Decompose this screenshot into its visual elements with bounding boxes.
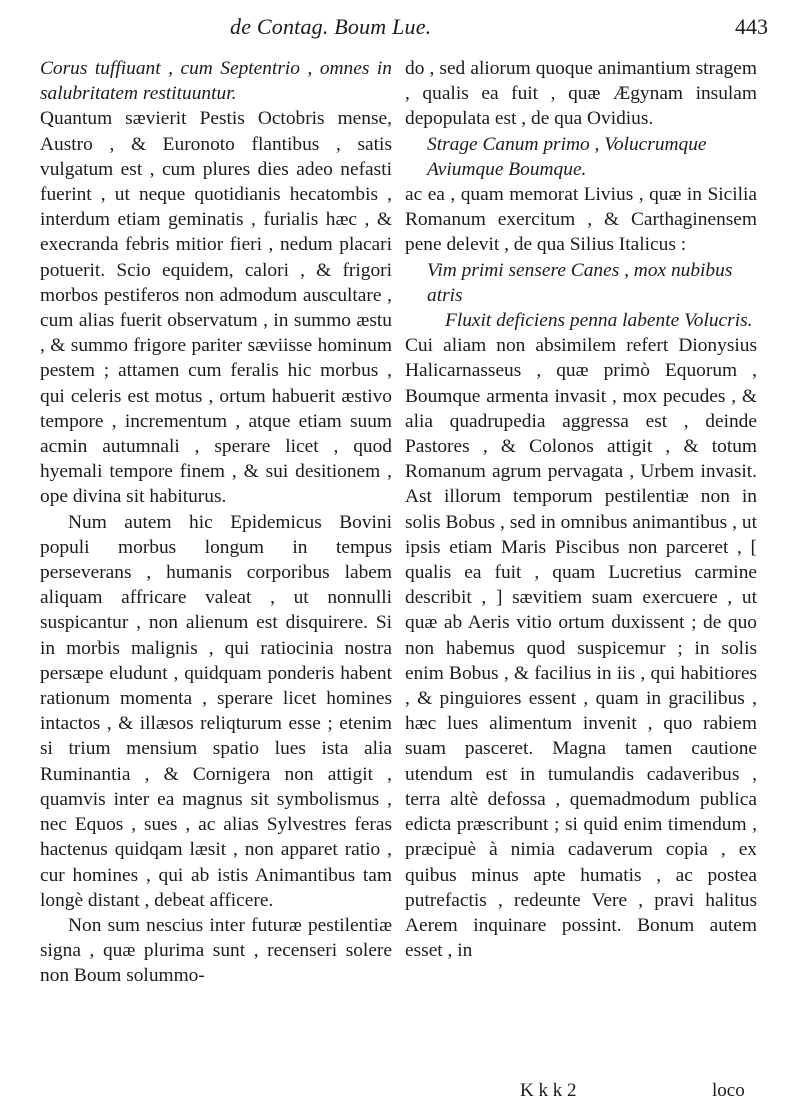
running-title: de Contag. Boum Lue. [230,14,432,39]
page-header [0,14,800,48]
paragraph: Fluxit deficiens penna labente Volucris. [445,310,753,332]
left-column [40,56,392,989]
paragraph: do , sed aliorum quoque animantium stragem , qualis ea fuit , quæ Ægynam insulam depopulata est , de qua Ovidius. [405,58,757,130]
paragraph: Corus tuffiuant , cum Septentrio , omnes in salubritatem restituuntur. [40,58,392,105]
paragraph: Strage Canum primo , Volucrumque Aviumque Boumque. [427,133,707,180]
right-column [405,56,757,963]
paragraph: Num autem hic Epidemicus Bovini populi morbus longum in tempus perseverans , humanis corporibus labem aliquam affricare valeat , ut nonnulli suspicantur , non alienum est disquirere. Si in morbis malignis , qui ratiocinia nostra persæpe eludunt , quidquam ponderis habent rationum momenta , sperare licet homines intactos , & illæsos reliqturum esse ; etenim si trium mensium spatio lues ista alia Ruminantia , & Cornigera non attigit , quamvis inter ea magnus sit symbolismus , nec Equos , sues , ac alias Sylvestres feras hactenus quidqam læsit , non apparet ratio , cur homines , qui ab istis Animantibus tam longè distant , debeat afficere. [40,511,392,911]
paragraph: Non sum nescius inter futuræ pestilentiæ signa , quæ plurima sunt , recenseri solere non Boum solummo- [40,914,392,987]
paragraph: Quantum sævierit Pestis Octobris mense, Austro , & Euronoto flantibus , satis vulgatum est , cum plures dies adeo nefasti fuerint , ut neque quotidianis hecatombis , interdum etiam geminatis , furialis hæc , & execranda febris mitior fieri , nedum placari potuerit. Scio equidem, calori , & frigori morbos pestiferos non admodum auscultare , cum alias fuerit observatum , in summo æstu , & summo frigore pariter sæviisse hominum pestem ; attamen cum feralis hic morbus , qui celeris est motus , ortum habuerit æstivo tempore , incrementum , atque etiam suum acmin autumnali , sperare licet , quod hyemali tempore finem , & sui desitionem , ope divina sit habiturus. [40,108,392,508]
signature-mark: K k k 2 [520,1080,577,1101]
page-number: 443 [735,14,768,39]
catchword: loco [712,1080,745,1101]
paragraph: ac ea , quam memorat Livius , quæ in Sicilia Romanum exercitum , & Carthaginensem pene delevit , de qua Silius Italicus : [405,184,757,256]
paragraph: Cui aliam non absimilem refert Dionysius Halicarnasseus , quæ primò Equorum , Boumque armenta invasit , mox pecudes , & alia quadrupedia aggressa est , deinde Pastores , & Colonos attigit , & totum Romanum agrum pervagata , Urbem invasit. Ast illorum temporum pestilentiæ non in solis Bobus , sed in omnibus animantibus , ut ipsis etiam Maris Piscibus non parceret , [ qualis ea fuit , quam Lucretius carmine describit , ] sævitiem suam exercuere , ut quæ ab Aeris vitio ortum duxissent ; de quo non habemus quod suspicemur ; in solis enim Bobus , & facilius in iis , qui habitiores , & pinguiores essent , quam in gracilibus , hæc lues alimentum invenit , quo rabiem suam pasceret. Magna tamen cautione utendum est in tumulandis cadaveribus , terra altè defossa , quemadmodum publica edicta præscribunt ; si quid enim timendum , præcipuè à nimia cadaverum copia , ex quibus minus apte humatis , ac postea putrefactis , redeunte Vere , pravi halitus Aerem inquinare possint. Bonum autem esset , in [405,335,757,962]
paragraph: Vim primi sensere Canes , mox nubibus atris [427,259,733,306]
